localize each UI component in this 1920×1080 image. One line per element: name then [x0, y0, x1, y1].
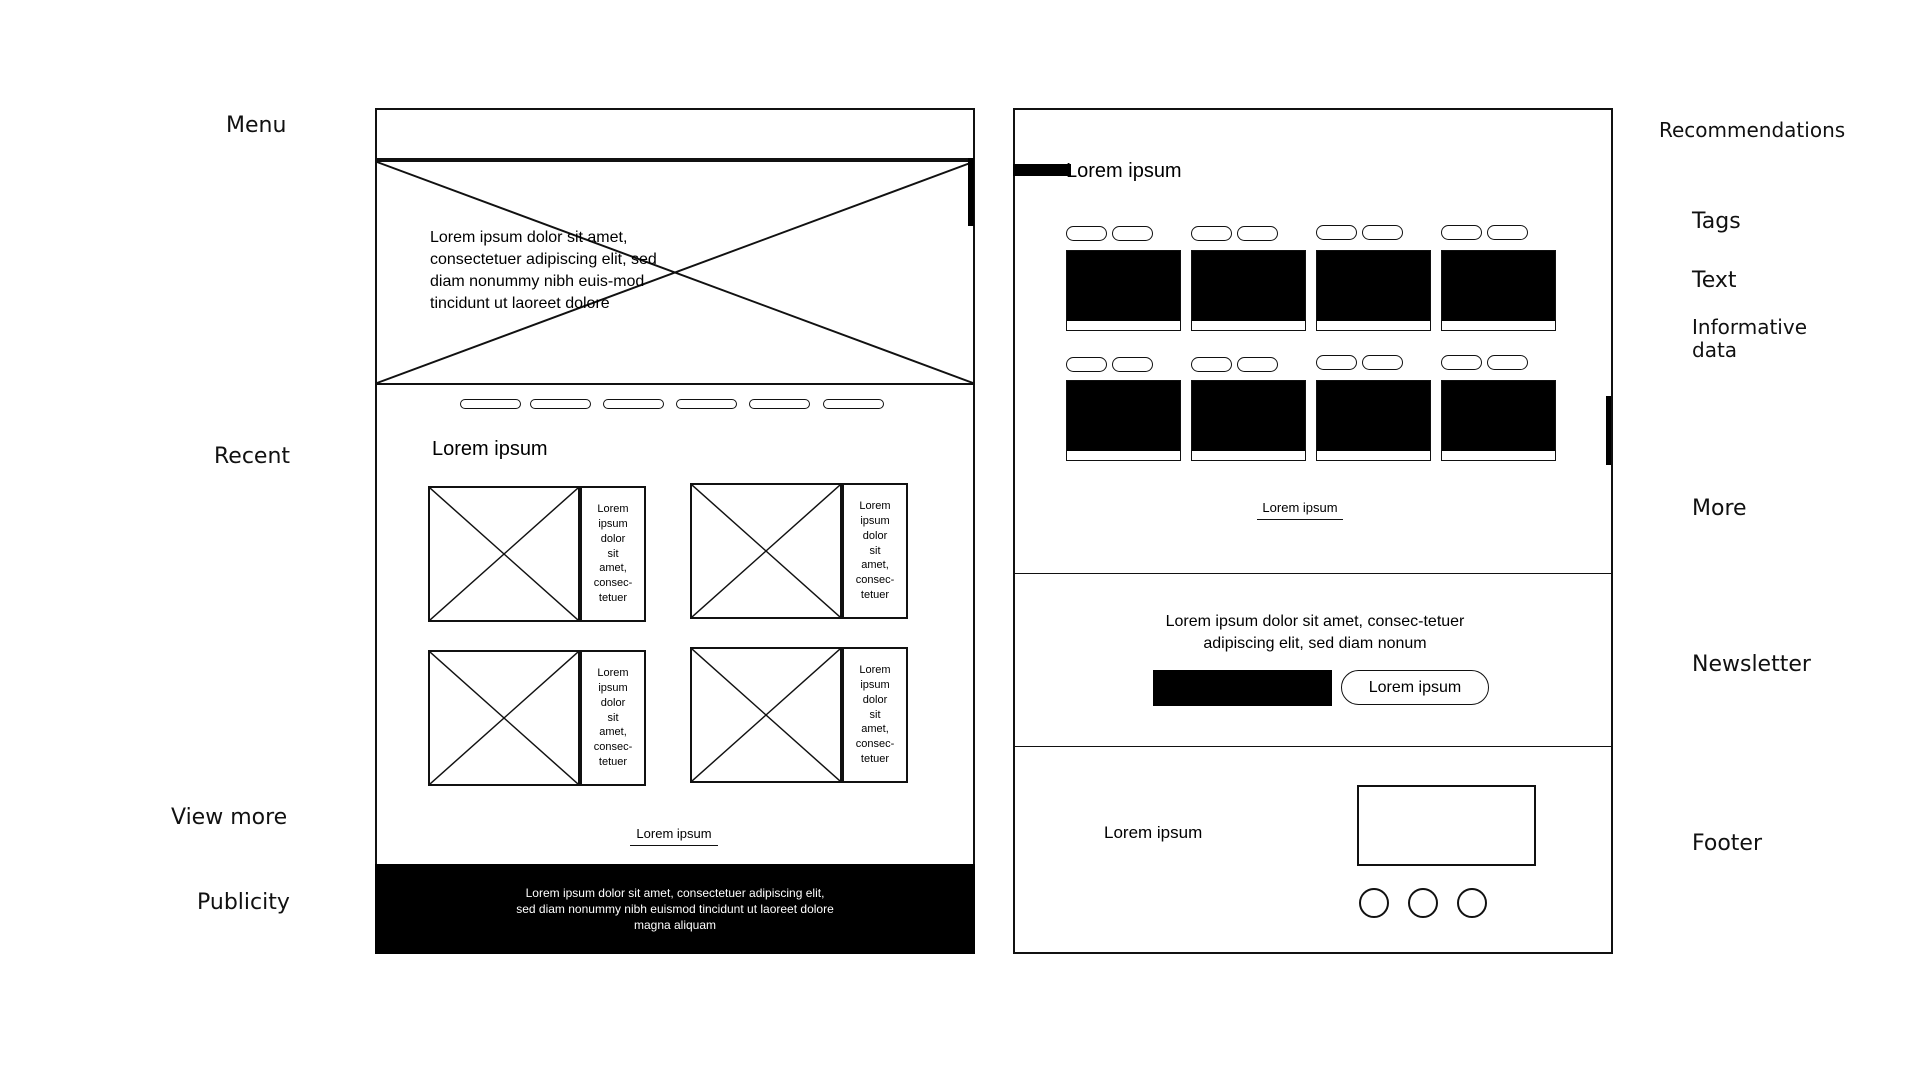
social-icon[interactable]: [1408, 888, 1438, 918]
hero-text: Lorem ipsum dolor sit amet, consectetuer adipiscing elit, sed diam nonummy nibh euis-mod tincidunt ut laoreet dolore: [430, 229, 657, 312]
hero-pagination-pill[interactable]: [676, 399, 737, 409]
hero-pagination-pill[interactable]: [530, 399, 591, 409]
publicity-text: Lorem ipsum dolor sit amet, consectetuer adipiscing elit, sed diam nonummy nibh euismod tincidunt ut laoreet dolore magna aliquam: [516, 886, 834, 932]
hero-pagination-pill[interactable]: [749, 399, 810, 409]
tag-pill[interactable]: [1237, 226, 1278, 241]
recommendations-title: Lorem ipsum: [1066, 160, 1182, 182]
recent-card-text: Lorem ipsum dolor sit amet, consec- tetuer: [842, 647, 908, 783]
tag-pill[interactable]: [1362, 355, 1403, 370]
recommendation-thumbnail[interactable]: [1066, 380, 1181, 461]
recent-title: Lorem ipsum: [432, 438, 548, 460]
social-icon[interactable]: [1457, 888, 1487, 918]
newsletter-email-input[interactable]: [1153, 670, 1332, 706]
recent-card-image[interactable]: [690, 483, 842, 619]
tag-pill[interactable]: [1112, 226, 1153, 241]
hero-pagination-pill[interactable]: [603, 399, 664, 409]
recent-card-text: Lorem ipsum dolor sit amet, consec- tetuer: [580, 650, 646, 786]
recommendation-thumbnail[interactable]: [1191, 380, 1306, 461]
label-menu: Menu: [226, 113, 287, 138]
tag-pill[interactable]: [1487, 355, 1528, 370]
publicity-banner[interactable]: [375, 864, 975, 954]
tag-pill[interactable]: [1066, 226, 1107, 241]
tag-pill[interactable]: [1112, 357, 1153, 372]
footer-image-placeholder: [1357, 785, 1536, 866]
tag-pill[interactable]: [1487, 225, 1528, 240]
recommendation-thumbnail[interactable]: [1316, 380, 1431, 461]
recommendation-thumbnail[interactable]: [1441, 380, 1556, 461]
newsletter-subscribe-button[interactable]: Lorem ipsum: [1341, 670, 1489, 705]
tag-pill[interactable]: [1441, 225, 1482, 240]
recommendation-thumbnail[interactable]: [1191, 250, 1306, 331]
label-text: Text: [1692, 268, 1737, 293]
label-recommendations: Recommendations: [1659, 118, 1846, 142]
label-footer: Footer: [1692, 831, 1762, 856]
recommendation-thumbnail[interactable]: [1066, 250, 1181, 331]
social-icon[interactable]: [1359, 888, 1389, 918]
label-informative-data: Informative data: [1692, 315, 1807, 362]
tag-pill[interactable]: [1237, 357, 1278, 372]
tag-pill[interactable]: [1362, 225, 1403, 240]
recent-card-image[interactable]: [428, 486, 580, 622]
view-more-link[interactable]: Lorem ipsum: [630, 826, 718, 846]
tag-pill[interactable]: [1191, 226, 1232, 241]
recommendation-thumbnail[interactable]: [1316, 250, 1431, 331]
more-link[interactable]: Lorem ipsum: [1257, 500, 1343, 520]
label-recent: Recent: [214, 444, 291, 469]
label-publicity: Publicity: [197, 890, 290, 915]
tag-pill[interactable]: [1441, 355, 1482, 370]
label-view-more: View more: [171, 805, 288, 830]
hero-pagination-pill[interactable]: [460, 399, 521, 409]
tag-pill[interactable]: [1191, 357, 1232, 372]
hero-pagination-pill[interactable]: [823, 399, 884, 409]
tag-pill[interactable]: [1066, 357, 1107, 372]
hero-scroll-marker: [968, 158, 974, 226]
label-more: More: [1692, 496, 1747, 521]
recommendations-marker: [1013, 164, 1071, 176]
recent-card-text: Lorem ipsum dolor sit amet, consec- tetuer: [580, 486, 646, 622]
label-tags: Tags: [1692, 209, 1741, 234]
label-newsletter: Newsletter: [1692, 652, 1811, 677]
tag-pill[interactable]: [1316, 355, 1357, 370]
newsletter-text: Lorem ipsum dolor sit amet, consec-tetuer adipiscing elit, sed diam nonum: [1165, 613, 1465, 652]
newsletter-section: [1013, 573, 1613, 747]
recent-card-text: Lorem ipsum dolor sit amet, consec- tetuer: [842, 483, 908, 619]
footer-text: Lorem ipsum: [1104, 823, 1203, 842]
tag-pill[interactable]: [1316, 225, 1357, 240]
right-scroll-marker: [1606, 396, 1611, 465]
recommendation-thumbnail[interactable]: [1441, 250, 1556, 331]
recent-card-image[interactable]: [428, 650, 580, 786]
recent-card-image[interactable]: [690, 647, 842, 783]
